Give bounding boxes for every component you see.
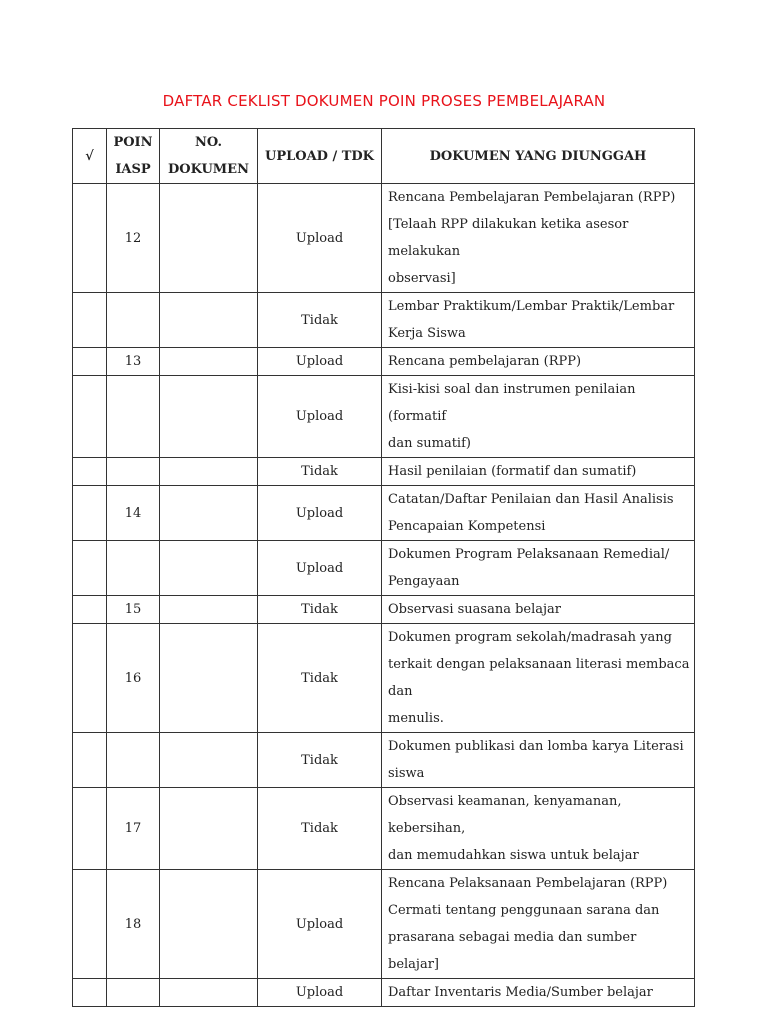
status-cell: Upload bbox=[258, 348, 382, 376]
header-dokumen: DOKUMEN YANG DIUNGGAH bbox=[382, 129, 695, 184]
checklist-table bbox=[72, 128, 695, 1007]
document-line: Rencana Pembelajaran Pembelajaran (RPP) bbox=[388, 190, 676, 205]
status-cell: Upload bbox=[258, 376, 382, 458]
status-cell: Upload bbox=[258, 541, 382, 596]
document-line: [Telaah RPP dilakukan ketika asesor melakukan bbox=[388, 217, 629, 259]
status-cell: Upload bbox=[258, 979, 382, 1007]
no-dokumen-cell bbox=[160, 376, 258, 458]
table-row bbox=[73, 184, 695, 293]
no-dokumen-cell bbox=[160, 458, 258, 486]
check-cell bbox=[73, 541, 107, 596]
document-line: Daftar Inventaris Media/Sumber belajar bbox=[388, 985, 653, 1000]
header-upload: UPLOAD / TDK bbox=[258, 129, 382, 184]
document-line: prasarana sebagai media dan sumber belajar] bbox=[388, 930, 637, 972]
table-row bbox=[73, 293, 695, 348]
poin-cell: 18 bbox=[107, 870, 160, 979]
document-line: menulis. bbox=[388, 711, 444, 726]
document-line: Hasil penilaian (formatif dan sumatif) bbox=[388, 464, 637, 479]
poin-cell: 13 bbox=[107, 348, 160, 376]
check-cell bbox=[73, 458, 107, 486]
check-cell bbox=[73, 486, 107, 541]
document-line: Observasi keamanan, kenyamanan, kebersihan, bbox=[388, 794, 622, 836]
status-cell: Upload bbox=[258, 184, 382, 293]
poin-cell bbox=[107, 376, 160, 458]
no-dokumen-cell bbox=[160, 870, 258, 979]
no-dokumen-cell bbox=[160, 733, 258, 788]
table-row bbox=[73, 979, 695, 1007]
document-line: Rencana Pelaksanaan Pembelajaran (RPP) bbox=[388, 876, 668, 891]
poin-cell: 14 bbox=[107, 486, 160, 541]
document-line: Catatan/Daftar Penilaian dan Hasil Analisis bbox=[388, 492, 674, 507]
document-cell bbox=[382, 486, 695, 541]
check-cell bbox=[73, 788, 107, 870]
document-cell bbox=[382, 624, 695, 733]
table-row bbox=[73, 624, 695, 733]
header-check: √ bbox=[73, 129, 107, 184]
document-cell bbox=[382, 458, 695, 486]
check-cell bbox=[73, 733, 107, 788]
poin-cell: 12 bbox=[107, 184, 160, 293]
document-cell bbox=[382, 870, 695, 979]
no-dokumen-cell bbox=[160, 293, 258, 348]
status-cell: Tidak bbox=[258, 458, 382, 486]
check-cell bbox=[73, 596, 107, 624]
table-row bbox=[73, 596, 695, 624]
no-dokumen-cell bbox=[160, 184, 258, 293]
table-row bbox=[73, 541, 695, 596]
document-line: Pengayaan bbox=[388, 574, 460, 589]
document-cell bbox=[382, 596, 695, 624]
document-cell bbox=[382, 733, 695, 788]
no-dokumen-cell bbox=[160, 979, 258, 1007]
document-line: Lembar Praktikum/Lembar Praktik/Lembar bbox=[388, 299, 675, 314]
table-row bbox=[73, 458, 695, 486]
poin-cell bbox=[107, 293, 160, 348]
status-cell: Tidak bbox=[258, 788, 382, 870]
document-cell bbox=[382, 788, 695, 870]
table-row bbox=[73, 788, 695, 870]
table-row bbox=[73, 733, 695, 788]
poin-cell bbox=[107, 979, 160, 1007]
no-dokumen-cell bbox=[160, 541, 258, 596]
table-row bbox=[73, 486, 695, 541]
check-cell bbox=[73, 979, 107, 1007]
status-cell: Tidak bbox=[258, 624, 382, 733]
table-header-row bbox=[73, 129, 695, 184]
status-cell: Tidak bbox=[258, 293, 382, 348]
document-cell bbox=[382, 979, 695, 1007]
document-cell bbox=[382, 541, 695, 596]
table-row bbox=[73, 870, 695, 979]
document-line: Rencana pembelajaran (RPP) bbox=[388, 354, 582, 369]
document-line: Pencapaian Kompetensi bbox=[388, 519, 546, 534]
check-cell bbox=[73, 870, 107, 979]
check-cell bbox=[73, 376, 107, 458]
document-line: Dokumen program sekolah/madrasah yang bbox=[388, 630, 672, 645]
document-cell bbox=[382, 376, 695, 458]
document-line: Kisi-kisi soal dan instrumen penilaian (formatif bbox=[388, 382, 636, 424]
document-line: terkait dengan pelaksanaan literasi membaca dan bbox=[388, 657, 690, 699]
document-line: siswa bbox=[388, 766, 425, 781]
status-cell: Upload bbox=[258, 486, 382, 541]
table-row bbox=[73, 348, 695, 376]
status-cell: Tidak bbox=[258, 733, 382, 788]
check-cell bbox=[73, 624, 107, 733]
document-line: Dokumen Program Pelaksanaan Remedial/ bbox=[388, 547, 670, 562]
header-no-dokumen: NO. DOKUMEN bbox=[160, 129, 258, 184]
document-line: observasi] bbox=[388, 271, 456, 286]
no-dokumen-cell bbox=[160, 788, 258, 870]
table-body bbox=[73, 184, 695, 1007]
document-line: Cermati tentang penggunaan sarana dan bbox=[388, 903, 660, 918]
status-cell: Tidak bbox=[258, 596, 382, 624]
document-line: dan sumatif) bbox=[388, 436, 471, 451]
poin-cell bbox=[107, 733, 160, 788]
table-row bbox=[73, 376, 695, 458]
check-cell bbox=[73, 184, 107, 293]
poin-cell: 17 bbox=[107, 788, 160, 870]
document-cell bbox=[382, 348, 695, 376]
header-poin-iasp: POIN IASP bbox=[107, 129, 160, 184]
poin-cell: 15 bbox=[107, 596, 160, 624]
document-line: Observasi suasana belajar bbox=[388, 602, 562, 617]
document-cell bbox=[382, 184, 695, 293]
no-dokumen-cell bbox=[160, 348, 258, 376]
no-dokumen-cell bbox=[160, 486, 258, 541]
document-line: dan memudahkan siswa untuk belajar bbox=[388, 848, 639, 863]
check-cell bbox=[73, 348, 107, 376]
poin-cell: 16 bbox=[107, 624, 160, 733]
document-line: Dokumen publikasi dan lomba karya Literasi bbox=[388, 739, 684, 754]
poin-cell bbox=[107, 541, 160, 596]
poin-cell bbox=[107, 458, 160, 486]
no-dokumen-cell bbox=[160, 596, 258, 624]
status-cell: Upload bbox=[258, 870, 382, 979]
document-line: Kerja Siswa bbox=[388, 326, 466, 341]
check-cell bbox=[73, 293, 107, 348]
no-dokumen-cell bbox=[160, 624, 258, 733]
document-title: DAFTAR CEKLIST DOKUMEN POIN PROSES PEMBELAJARAN bbox=[162, 92, 606, 110]
document-cell bbox=[382, 293, 695, 348]
